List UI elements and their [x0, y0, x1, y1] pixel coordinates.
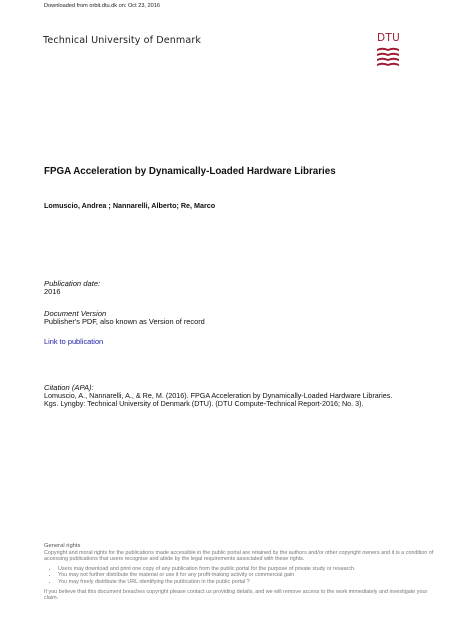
rights-list-item: • You may freely distribute the URL identifying the publication in the public portal ? [58, 579, 434, 586]
authors: Lomuscio, Andrea ; Nannarelli, Alberto; Re, Marco [44, 201, 216, 210]
document-title: FPGA Acceleration by Dynamically-Loaded Hardware Libraries [44, 166, 336, 177]
rights-list-item: • Users may download and print one copy of any publication from the public portal for the purpose of private study or research. [58, 566, 434, 573]
citation-line-2: Kgs. Lyngby: Technical University of Denmark (DTU). (DTU Compute-Technical Report-2016; No. 3). [44, 399, 364, 409]
logo-text: DTU [377, 32, 401, 44]
dtu-logo [377, 33, 399, 69]
dtu-logo-mark-icon [377, 47, 399, 69]
citation-label: Citation (APA): [44, 383, 94, 392]
citation-line-1: Lomuscio, A., Nannarelli, A., & Re, M. (2016). FPGA Acceleration by Dynamically-Loaded Hardware Libraries. [44, 391, 393, 400]
rights-heading: General rights [44, 543, 81, 549]
document-version-label: Document Version [44, 309, 107, 318]
publication-date-label: Publication date: [44, 279, 101, 288]
publication-date-value: 2016 [44, 287, 61, 296]
rights-list [44, 566, 434, 586]
download-note: Downloaded from orbit.dtu.dk on: Oct 23, 2016 [44, 3, 160, 9]
rights-paragraph-2: If you believe that this document breaches copyright please contact us providing details, and we will remove access to the work immediately and investigate your claim. [44, 588, 428, 602]
university-name: Technical University of Denmark [43, 35, 202, 46]
publication-link[interactable]: Link to publication [44, 337, 104, 346]
general-rights [44, 543, 434, 602]
citation-text [44, 392, 434, 409]
document-version-value: Publisher's PDF, also known as Version of record [44, 317, 205, 326]
rights-paragraph-1: Copyright and moral rights for the publications made accessible in the public portal are retained by the authors and/or other copyright owners and it is a condition of accessing publications that users recognise and abide by the legal requirements associated with these rights. [44, 549, 434, 563]
rights-list-item: • You may not further distribute the material or use it for any profit-making activity or commercial gain [58, 572, 434, 579]
